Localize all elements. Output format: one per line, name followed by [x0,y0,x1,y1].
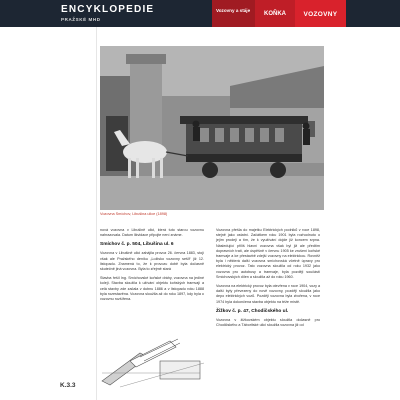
tab-konka[interactable]: KOŇKA [255,0,295,27]
left-intro-paragraph: nová vozovna v Libušině ulici, která tuto starou vozovnu nahrazovala. Datum likvidace připojte není známe. [100,228,204,238]
site-plan-map [100,333,204,388]
tab-vozovny-staje[interactable]: Vozovny a stáje [212,0,255,27]
left-text-column [100,228,204,306]
historic-tram-photo [100,46,324,210]
right-paragraph-2: Vozovna na elektrický provoz byla otevřena v roce 1904, vozy a další byly převezeny do nově vozovny, později sloužila jako depo elektrických vozů. Později vozovna byla zbořena, v roce 1974 byla dokončena stavba objektu na téže místě. [216,284,320,304]
encyclopedia-subtitle: PRAŽSKÉ MHD [61,17,101,22]
left-paragraph-2: Stavba řešil Ing. Smíchovské koňské dráhy, vozovna na jediné kolejí. Stavba sloužila k užívání objektu koňských tramvají a celá stavby zde začala v dubnu 1886 a v listopadu roku 1888 byla rozestavěna. Vozovna sloužila až do roku 1897, kdy byla o vozovnu rozšířena. [100,276,204,302]
left-paragraph-1: Vozovna v Libušině ulici zahájila provoz 26. června 1883, stojí však ale Pražského deníku „Ložisko vozovny sešli“ již 12. listopadu. Znamená to, že k provozu době byla dočasně skutečně jiná vozovna. Byla to zřejmě stará [100,251,204,272]
page-number: K.3.3 [60,382,76,389]
photo-caption: Vozovna Smíchov, Libušina ulice (1898) [100,212,168,216]
section-heading-zizkov: Žižkov č. p. 47, Chodičského ul. [216,308,289,314]
right-paragraph-1: Vozovna přešla do majetku Elektrických podniků v roce 1898, stejně jako ostatní. Začátkem roku 1901 byla rozhodnuto o jejím prodeji a tím, že k využívání dojde již koncem srpna. Následující příliš hlavní vozovna však byl již ale předtím dopravních tratí, ale úspěšně v červnu 1905 ke zrušení koňské tramvaje a ke přestavbě zdejší vozovny na elektrickou. Rovněž byla i některá další vozovna smíchovská včetně úpravy pro elektrický provoz. Tato vozovna sloužila od roku 1932 jako vozovna pro autobusy a tramvaje, byla později součástí Smíchovských dílen a sloužila až do roku 1960. [216,228,320,279]
right-paragraph-3: Vozovna v žižkovském objektu sloužila dočasně pro Chodičského a Táboritské ulici sloužila vozovna již od [216,317,320,328]
header-bar [0,0,400,27]
tab-vozovny[interactable]: VOZOVNY [295,0,346,27]
section-heading-smichov: Smíchov č. p. 504, Libušina ul. 6 [100,242,174,248]
encyclopedia-title: ENCYKLOPEDIE [61,4,155,15]
margin-divider [96,27,97,400]
right-text-column [216,228,320,332]
